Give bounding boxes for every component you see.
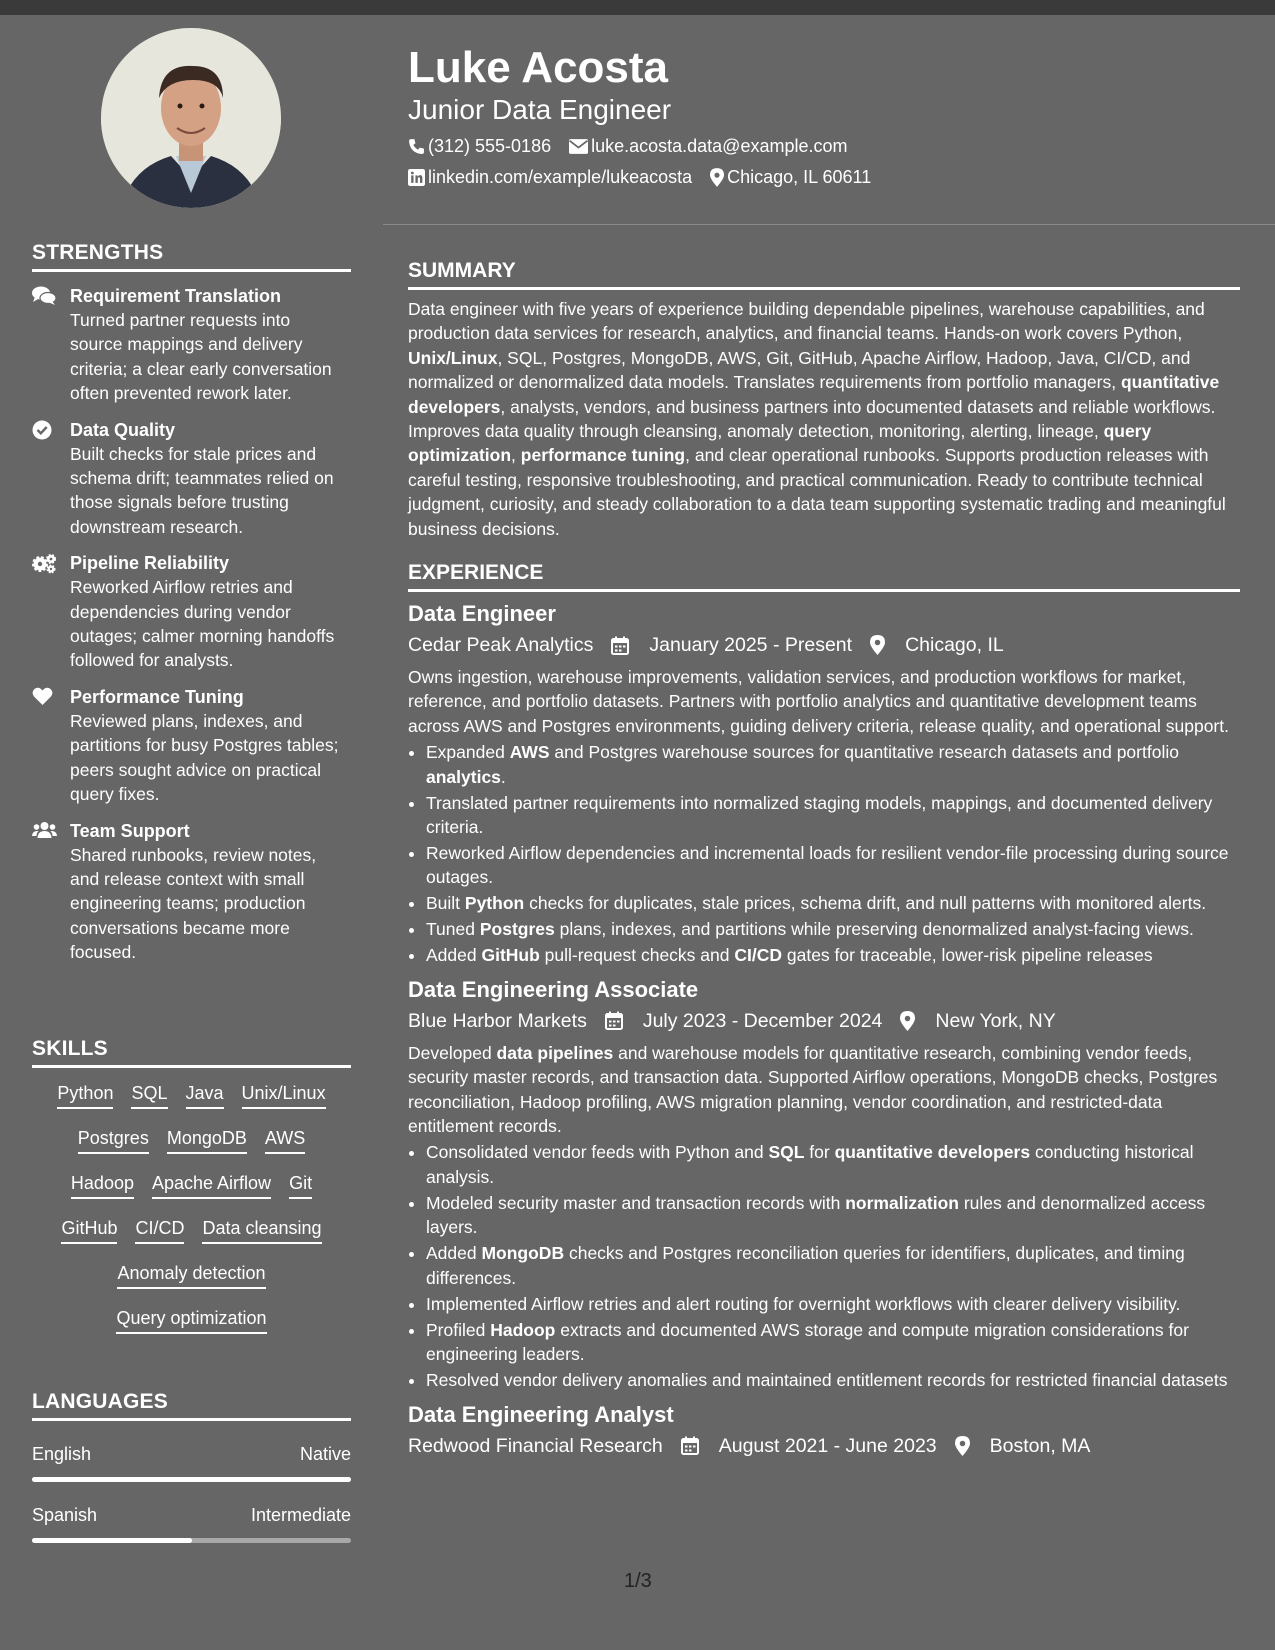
skill-row xyxy=(32,1123,351,1168)
skill-tag: Postgres xyxy=(78,1123,149,1154)
company-name: Blue Harbor Markets xyxy=(408,1009,587,1032)
skill-tag: Anomaly detection xyxy=(117,1258,265,1289)
top-bar xyxy=(0,0,1275,15)
strength-description: Turned partner requests into source mappings and delivery criteria; a clear early conversation often prevented rework later. xyxy=(70,310,332,404)
strength-title: Requirement Translation xyxy=(70,286,282,306)
job-bullet: • Translated partner requirements into normalized staging models, mappings, and documented delivery criteria. xyxy=(426,791,1240,840)
job-description: Owns ingestion, warehouse improvements, validation services, and production workflows for market, reference, and portfolio datasets. Partners with portfolio analytics and quantitative development teams across AWS and Postgres environments, guiding delivery criteria, release quality, and operational support. xyxy=(408,667,1229,736)
job-bullet: • Modeled security master and transaction records with normalization rules and denormalized access layers. xyxy=(426,1191,1240,1240)
users-icon xyxy=(32,819,57,965)
comments-icon xyxy=(32,284,57,406)
job-bullet: • Tuned Postgres plans, indexes, and partitions while preserving denormalized analyst-facing views. xyxy=(426,917,1240,941)
skill-row xyxy=(32,1168,351,1213)
skill-tag: Data cleansing xyxy=(202,1213,321,1244)
gears-icon xyxy=(32,551,57,673)
email-link[interactable]: luke.acosta.data@example.com xyxy=(591,136,848,156)
company-name: Cedar Peak Analytics xyxy=(408,634,594,656)
job-title: Data Engineering Associate xyxy=(408,976,699,1002)
strength-item xyxy=(32,819,351,965)
phone-text: (312) 555-0186 xyxy=(428,136,552,156)
job-title: Data Engineer xyxy=(408,601,556,626)
linkedin-icon xyxy=(408,169,425,186)
language-item xyxy=(32,1505,351,1543)
phone-icon xyxy=(408,138,425,155)
skill-tag: CI/CD xyxy=(135,1213,184,1244)
strength-description: Shared runbooks, review notes, and release context with small engineering teams; production conversations became more focused. xyxy=(70,844,317,963)
strengths-heading: STRENGTHS xyxy=(32,241,351,272)
strength-title: Team Support xyxy=(70,820,190,841)
strengths-section xyxy=(32,241,351,965)
experience-section xyxy=(408,561,1240,1459)
job-dates: July 2023 - December 2024 xyxy=(605,1008,883,1034)
job-entry xyxy=(408,1401,1240,1459)
calendar-icon xyxy=(605,1011,633,1030)
strength-item xyxy=(32,685,351,807)
job-meta xyxy=(408,1008,1240,1034)
company-name: Redwood Financial Research xyxy=(408,1434,663,1457)
strength-title: Data Quality xyxy=(70,419,176,440)
linkedin-link[interactable]: linkedin.com/example/lukeacosta xyxy=(428,167,693,187)
skill-row xyxy=(32,1303,351,1348)
job-location: Boston, MA xyxy=(955,1433,1091,1459)
strength-title: Pipeline Reliability xyxy=(70,553,230,574)
heart-icon xyxy=(32,685,57,807)
skill-tag: SQL xyxy=(131,1078,167,1109)
job-bullet: • Consolidated vendor feeds with Python and SQL for quantitative developers conducting historical analysis. xyxy=(426,1140,1240,1189)
job-bullet: • Implemented Airflow retries and alert routing for overnight workflows with clearer delivery visibility. xyxy=(426,1292,1240,1316)
map-marker-icon xyxy=(900,1011,925,1031)
skill-tag: MongoDB xyxy=(167,1123,247,1154)
job-location: Chicago, IL xyxy=(870,632,1004,658)
job-bullets xyxy=(408,1140,1240,1392)
language-proficiency-bar xyxy=(32,1538,351,1543)
calendar-icon xyxy=(611,636,639,655)
contact-row-2 xyxy=(408,165,1240,189)
contact-row-1 xyxy=(408,134,1240,158)
job-bullet: • Added GitHub pull-request checks and CI/CD gates for traceable, lower-risk pipeline releases xyxy=(426,943,1240,967)
skills-section xyxy=(32,1037,351,1348)
job-title: Data Engineering Analyst xyxy=(408,1401,674,1427)
skill-tag: AWS xyxy=(265,1123,305,1154)
skill-tag: Unix/Linux xyxy=(242,1078,326,1109)
job-description: Developed data pipelines and warehouse models for quantitative research, combining vendor feeds, security master records, and transaction data. Supported Airflow operations, MongoDB checks, Postgres reconciliation, Hadoop profiling, AWS migration planning, vendor coordination, and restricted-data entitlement records. xyxy=(408,1042,1218,1137)
skill-tag: GitHub xyxy=(61,1213,117,1244)
skill-tag: Java xyxy=(186,1078,224,1109)
language-level: Native xyxy=(299,1444,351,1464)
skill-tag: Python xyxy=(57,1078,113,1109)
summary-heading: SUMMARY xyxy=(408,259,1240,290)
skill-row xyxy=(32,1258,351,1303)
map-marker-icon xyxy=(955,1436,980,1456)
job-bullet: • Added MongoDB checks and Postgres reconciliation queries for identifiers, duplicates, and timing differences. xyxy=(426,1241,1240,1290)
job-dates: January 2025 - Present xyxy=(611,632,852,658)
language-proficiency-bar xyxy=(32,1477,351,1482)
main-content xyxy=(408,15,1240,1457)
languages-heading: LANGUAGES xyxy=(32,1390,351,1421)
strength-item xyxy=(32,551,351,673)
job-meta xyxy=(408,1433,1240,1459)
skill-tag: Apache Airflow xyxy=(152,1168,271,1199)
job-bullet: • Built Python checks for duplicates, stale prices, schema drift, and null patterns with monitored alerts. xyxy=(426,891,1240,915)
skill-tag: Hadoop xyxy=(71,1168,134,1199)
languages-section xyxy=(32,1390,351,1543)
strength-item xyxy=(32,284,351,406)
job-entry xyxy=(408,600,1240,968)
skill-tag: Query optimization xyxy=(116,1303,266,1334)
language-proficiency-fill xyxy=(32,1477,351,1482)
strength-description: Reworked Airflow retries and dependencies during vendor outages; calmer morning handoffs followed for analysts. xyxy=(70,577,335,671)
candidate-title: Junior Data Engineer xyxy=(408,94,672,125)
strength-title: Performance Tuning xyxy=(70,686,244,707)
language-proficiency-fill xyxy=(32,1538,192,1543)
skill-tag: Git xyxy=(289,1168,312,1199)
language-name: Spanish xyxy=(32,1505,98,1525)
profile-photo xyxy=(101,28,281,208)
header-divider xyxy=(383,224,1275,225)
language-item xyxy=(32,1444,351,1482)
skill-row xyxy=(32,1078,351,1123)
job-location: New York, NY xyxy=(900,1008,1055,1034)
job-bullets xyxy=(408,740,1240,968)
language-name: English xyxy=(32,1444,92,1464)
language-level: Intermediate xyxy=(250,1505,351,1525)
strength-item xyxy=(32,418,351,540)
location-text: Chicago, IL 60611 xyxy=(727,167,872,187)
job-entry xyxy=(408,976,1240,1393)
map-marker-icon xyxy=(870,635,895,655)
strength-description: Reviewed plans, indexes, and partitions for busy Postgres tables; peers sought advice on practical query fixes. xyxy=(70,710,339,805)
skill-row xyxy=(32,1213,351,1258)
job-meta xyxy=(408,632,1240,658)
envelope-icon xyxy=(569,139,588,154)
job-bullet: • Reworked Airflow dependencies and incremental loads for resilient vendor-file processing during source outages. xyxy=(426,841,1240,890)
calendar-icon xyxy=(681,1436,709,1455)
strength-description: Built checks for stale prices and schema drift; teammates relied on those signals before trusting downstream research. xyxy=(70,443,334,537)
map-marker-icon xyxy=(710,168,724,187)
skills-heading: SKILLS xyxy=(32,1037,351,1068)
summary-section xyxy=(408,259,1240,541)
job-bullet: • Resolved vendor delivery anomalies and maintained entitlement records for restricted financial datasets xyxy=(426,1368,1240,1392)
summary-text: Data engineer with five years of experience building dependable pipelines, warehouse capabilities, and production data services for research, analytics, and financial teams. Hands-on work covers Python, Unix/Linux, SQL, Postgres, MongoDB, AWS, Git, GitHub, Apache Airflow, Hadoop, Java, CI/CD, and normalized or denormalized data models. Translates requirements from portfolio managers, quantitative developers, analysts, vendors, and business partners into documented datasets and reliable workflows. Improves data quality through cleansing, anomaly detection, monitoring, alerting, lineage, query optimization, performance tuning, and clear operational runbooks. Supports production releases with careful testing, responsive troubleshooting, and practical communication. Ready to contribute technical judgment, curiosity, and steady collaboration to a data team supporting systematic trading and meaningful business decisions. xyxy=(408,299,1226,539)
job-bullet: • Profiled Hadoop extracts and documented AWS storage and compute migration considerations for engineering leaders. xyxy=(426,1318,1240,1367)
candidate-name: Luke Acosta xyxy=(408,43,669,92)
check-circle-icon xyxy=(32,418,57,540)
page-number: 1/3 xyxy=(624,1570,652,1592)
experience-heading: EXPERIENCE xyxy=(408,561,1240,592)
job-bullet: • Expanded AWS and Postgres warehouse sources for quantitative research datasets and portfolio analytics. xyxy=(426,740,1240,789)
job-dates: August 2021 - June 2023 xyxy=(681,1433,937,1459)
